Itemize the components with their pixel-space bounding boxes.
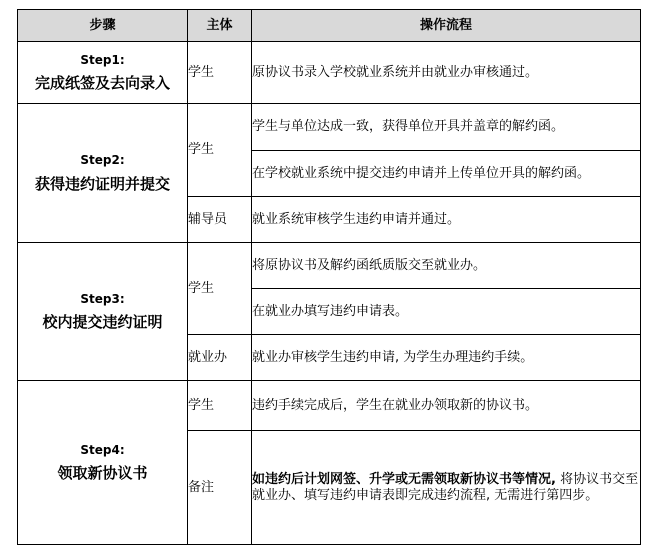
header-actor: 主体 [188, 10, 252, 42]
actor-cell: 学生 [188, 42, 252, 104]
note-text: 将协议书交至就业办、填写违约申请表即完成违约流程, 无需进行第四步。 [252, 471, 639, 503]
step-cell [18, 243, 188, 381]
process-cell: 违约手续完成后，学生在就业办领取新的协议书。 [252, 381, 641, 431]
header-step: 步骤 [18, 10, 188, 42]
process-cell: 就业系统审核学生违约申请并通过。 [252, 197, 641, 243]
actor-cell: 学生 [188, 243, 252, 335]
step-code: Step1: [80, 52, 125, 67]
table-row [18, 243, 641, 289]
step-title: 领取新协议书 [57, 464, 148, 483]
step-title: 校内提交违约证明 [42, 313, 163, 332]
table-row [18, 42, 641, 104]
step-cell [18, 104, 188, 243]
note-bold-text: 如违约后计划网签、升学或无需领取新协议书等情况, [252, 471, 556, 487]
actor-cell: 学生 [188, 104, 252, 197]
table-row [18, 381, 641, 431]
step-title: 获得违约证明并提交 [34, 174, 170, 193]
header-row [18, 10, 641, 42]
actor-cell: 就业办 [188, 335, 252, 381]
process-cell: 在学校就业系统中提交违约申请并上传单位开具的解约函。 [252, 151, 641, 197]
actor-cell: 辅导员 [188, 197, 252, 243]
step-code: Step4: [80, 442, 125, 457]
table-row [18, 104, 641, 151]
actor-cell: 学生 [188, 381, 252, 431]
process-cell: 就业办审核学生违约申请, 为学生办理违约手续。 [252, 335, 641, 381]
step-code: Step3: [80, 291, 125, 306]
step-cell [18, 42, 188, 104]
header-process: 操作流程 [252, 10, 641, 42]
step-cell [18, 381, 188, 545]
step-code: Step2: [80, 153, 125, 168]
actor-cell: 备注 [188, 431, 252, 545]
process-cell: 在就业办填写违约申请表。 [252, 289, 641, 335]
process-table [17, 9, 641, 545]
process-cell: 原协议书录入学校就业系统并由就业办审核通过。 [252, 42, 641, 104]
note-cell [252, 431, 641, 545]
process-cell: 将原协议书及解约函纸质版交至就业办。 [252, 243, 641, 289]
step-title: 完成纸签及去向录入 [34, 74, 170, 93]
process-cell: 学生与单位达成一致，获得单位开具并盖章的解约函。 [252, 104, 641, 151]
